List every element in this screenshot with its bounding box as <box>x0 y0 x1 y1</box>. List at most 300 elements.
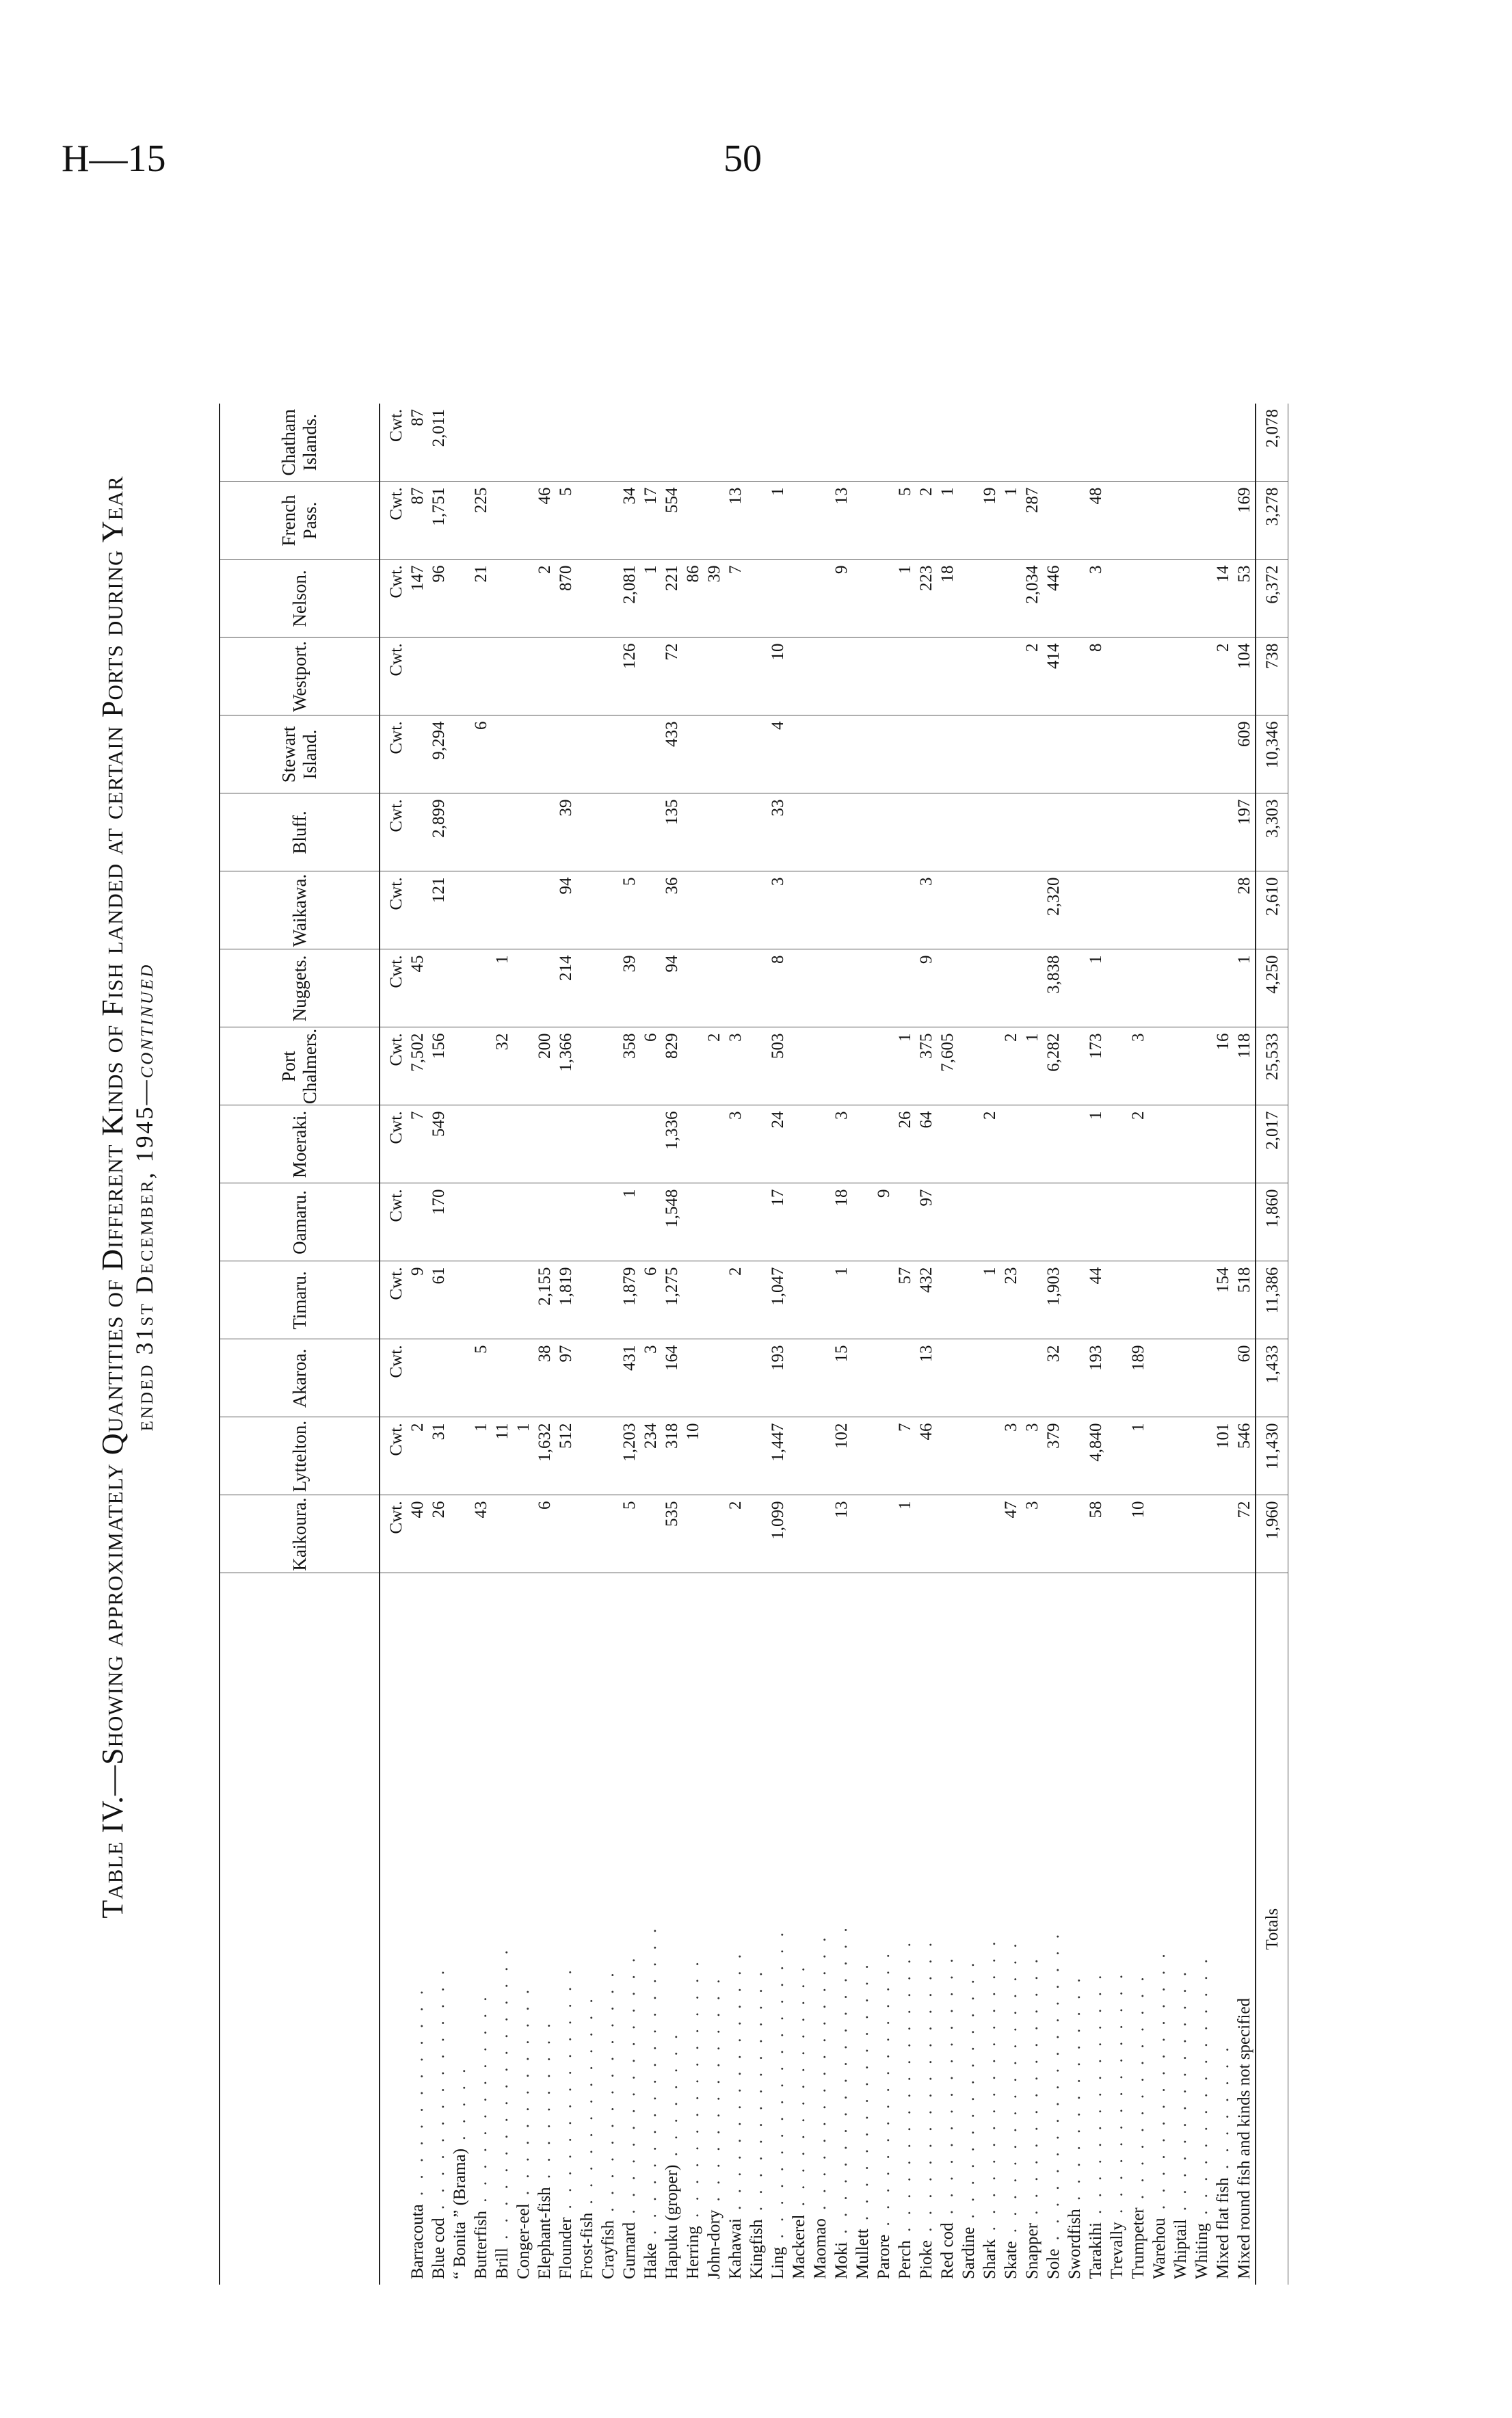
value-cell <box>1106 482 1128 560</box>
unit-cell: Cwt. <box>380 1105 407 1183</box>
value-cell <box>1149 482 1170 560</box>
value-cell <box>682 404 704 482</box>
table-row <box>449 404 470 2285</box>
value-cell <box>788 871 810 949</box>
value-cell: 3 <box>1000 1417 1022 1495</box>
fish-kind: Whiptail <box>1171 2219 1190 2279</box>
value-cell <box>894 638 916 715</box>
value-cell: 3 <box>1128 1027 1149 1105</box>
table-row <box>1149 404 1170 2285</box>
value-cell <box>1085 715 1106 793</box>
value-cell <box>704 1105 725 1183</box>
value-cell <box>492 715 513 793</box>
value-cell: 58 <box>1085 1495 1106 1573</box>
value-cell <box>470 871 492 949</box>
leader-dots: . . . . . . . . . . . . . . . . . . . <box>641 1924 660 2244</box>
value-cell <box>979 1027 1000 1105</box>
value-cell <box>1106 560 1128 638</box>
leader-dots: . . . . . . . . . . . . . . . . . . <box>896 1939 914 2241</box>
value-cell <box>1170 1183 1191 1261</box>
value-cell <box>1170 871 1191 949</box>
value-cell <box>1085 404 1106 482</box>
value-cell <box>1234 1105 1256 1183</box>
fish-kind: Crayfish <box>599 2220 618 2279</box>
value-cell: 2 <box>1128 1105 1149 1183</box>
value-cell <box>1170 638 1191 715</box>
leader-dots: . . . . . . . . . . . . . . . <box>557 1966 575 2218</box>
kind-cell <box>1234 1573 1256 2285</box>
leader-dots: . . . . . . . . . . . . . . . <box>790 1963 808 2215</box>
value-cell <box>810 1417 831 1495</box>
table-row <box>1022 404 1043 2285</box>
value-cell: 170 <box>428 1183 449 1261</box>
value-cell <box>449 1105 470 1183</box>
value-cell <box>831 949 852 1027</box>
fish-kind: Mixed round fish and kinds not specified <box>1235 1997 1254 2279</box>
value-cell <box>852 1495 873 1573</box>
value-cell <box>937 1417 958 1495</box>
fish-kind: Maomao <box>811 2218 830 2279</box>
value-cell <box>831 1027 852 1105</box>
fish-kind: Whiting <box>1193 2223 1211 2279</box>
value-cell: 432 <box>916 1261 937 1339</box>
value-cell <box>958 404 979 482</box>
table-row <box>894 404 916 2285</box>
value-cell <box>470 638 492 715</box>
table-row <box>725 404 746 2285</box>
value-cell <box>640 715 661 793</box>
value-cell: 2 <box>1212 638 1234 715</box>
fish-kind: Skate <box>1002 2241 1020 2279</box>
title-prefix: Table IV.—Showing approximately <box>96 1455 129 1919</box>
value-cell <box>746 871 767 949</box>
value-cell: 36 <box>661 871 682 949</box>
value-cell <box>958 1495 979 1573</box>
value-cell: 87 <box>407 482 428 560</box>
value-cell <box>576 1183 598 1261</box>
value-cell: 287 <box>1022 482 1043 560</box>
kind-cell <box>767 1573 788 2285</box>
value-cell <box>598 1027 619 1105</box>
value-cell: 1,203 <box>619 1417 640 1495</box>
value-cell <box>894 871 916 949</box>
total-cell: 25,533 <box>1256 1027 1288 1105</box>
leader-dots: . . . . . <box>451 2064 469 2149</box>
value-cell <box>555 1105 576 1183</box>
fish-kind: Elephant-fish <box>535 2187 554 2279</box>
value-cell <box>470 1027 492 1105</box>
value-cell <box>788 715 810 793</box>
port-header: Oamaru. <box>220 1183 380 1261</box>
value-cell <box>1128 715 1149 793</box>
leader-dots: . . . . . . . . . . . . . . . . <box>1023 1955 1042 2224</box>
leader-dots: . . . . . . . . . . . . . . . . . . . <box>769 1928 787 2247</box>
value-cell: 2 <box>979 1105 1000 1183</box>
value-cell <box>958 715 979 793</box>
value-cell <box>746 1339 767 1417</box>
fish-kind: Flounder <box>557 2217 575 2279</box>
value-cell <box>1106 871 1128 949</box>
value-cell <box>598 1417 619 1495</box>
value-cell <box>661 404 682 482</box>
value-cell: 193 <box>767 1339 788 1417</box>
value-cell <box>979 1339 1000 1417</box>
fish-kind: Barracouta <box>408 2204 427 2279</box>
value-cell: 3 <box>1022 1417 1043 1495</box>
value-cell: 214 <box>555 949 576 1027</box>
fish-kind: Brill <box>493 2248 512 2279</box>
value-cell: 1 <box>894 560 916 638</box>
value-cell: 318 <box>661 1417 682 1495</box>
value-cell: 414 <box>1043 638 1064 715</box>
value-cell <box>513 793 534 871</box>
value-cell <box>1106 1027 1128 1105</box>
value-cell <box>470 793 492 871</box>
value-cell <box>640 871 661 949</box>
port-header: French Pass. <box>220 482 380 560</box>
unit-row-stub <box>380 1573 407 2285</box>
value-cell: 19 <box>979 482 1000 560</box>
totals-row <box>1256 404 1288 2285</box>
value-cell <box>852 1261 873 1339</box>
fish-landings-table <box>219 109 1395 2285</box>
value-cell: 15 <box>831 1339 852 1417</box>
value-cell <box>958 1339 979 1417</box>
leader-dots: . . . . . . . . . . . . . . <box>1129 1973 1148 2208</box>
value-cell: 97 <box>916 1183 937 1261</box>
value-cell <box>449 1495 470 1573</box>
value-cell: 13 <box>831 482 852 560</box>
value-cell <box>1000 715 1022 793</box>
table-row <box>873 404 894 2285</box>
port-header: Moeraki. <box>220 1105 380 1183</box>
value-cell <box>937 949 958 1027</box>
value-cell <box>534 1183 555 1261</box>
value-cell <box>407 1183 428 1261</box>
total-cell: 4,250 <box>1256 949 1288 1027</box>
value-cell <box>788 1027 810 1105</box>
value-cell: 6 <box>640 1027 661 1105</box>
value-cell: 3 <box>1022 1495 1043 1573</box>
value-cell <box>1170 949 1191 1027</box>
value-cell: 87 <box>407 404 428 482</box>
value-cell <box>1106 793 1128 871</box>
value-cell: 40 <box>407 1495 428 1573</box>
value-cell <box>1128 638 1149 715</box>
value-cell <box>449 1261 470 1339</box>
kind-cell <box>470 1573 492 2285</box>
value-cell: 8 <box>767 949 788 1027</box>
value-cell <box>598 404 619 482</box>
kind-cell <box>640 1573 661 2285</box>
value-cell <box>1149 1105 1170 1183</box>
value-cell <box>682 482 704 560</box>
table-row <box>1191 404 1212 2285</box>
table-row <box>704 404 725 2285</box>
value-cell <box>449 638 470 715</box>
value-cell <box>958 1027 979 1105</box>
value-cell: 2 <box>1022 638 1043 715</box>
value-cell <box>576 638 598 715</box>
value-cell: 38 <box>534 1339 555 1417</box>
value-cell: 2,034 <box>1022 560 1043 638</box>
value-cell <box>1106 638 1128 715</box>
value-cell <box>873 482 894 560</box>
value-cell <box>725 1339 746 1417</box>
value-cell <box>513 1339 534 1417</box>
value-cell <box>1170 1261 1191 1339</box>
value-cell <box>470 404 492 482</box>
value-cell <box>1170 793 1191 871</box>
fish-kind: Hake <box>641 2243 660 2279</box>
value-cell: 31 <box>428 1417 449 1495</box>
value-cell: 28 <box>1234 871 1256 949</box>
value-cell <box>1022 1105 1043 1183</box>
table-row <box>619 404 640 2285</box>
total-cell: 11,430 <box>1256 1417 1288 1495</box>
value-cell <box>1149 560 1170 638</box>
value-cell <box>428 638 449 715</box>
value-cell <box>1191 1495 1212 1573</box>
value-cell <box>1106 1417 1128 1495</box>
value-cell <box>916 715 937 793</box>
value-cell: 1,879 <box>619 1261 640 1339</box>
value-cell <box>1085 793 1106 871</box>
value-cell <box>1022 1261 1043 1339</box>
value-cell: 1 <box>1022 1027 1043 1105</box>
value-cell: 3 <box>916 871 937 949</box>
unit-cell: Cwt. <box>380 1183 407 1261</box>
value-cell <box>746 793 767 871</box>
value-cell <box>894 404 916 482</box>
value-cell: 135 <box>661 793 682 871</box>
value-cell <box>1064 715 1085 793</box>
kind-cell <box>576 1573 598 2285</box>
value-cell: 13 <box>831 1495 852 1573</box>
value-cell <box>831 638 852 715</box>
value-cell <box>598 638 619 715</box>
value-cell <box>704 404 725 482</box>
leader-dots: . . . . . . . . . . . . . <box>514 1985 533 2204</box>
value-cell <box>746 1417 767 1495</box>
value-cell <box>576 1495 598 1573</box>
value-cell: 11 <box>492 1417 513 1495</box>
leader-dots: . . . . . . . . . . . . . . . <box>747 1968 766 2220</box>
leader-dots: . . . . . . . . . . . . . . . . <box>938 1954 957 2223</box>
value-cell <box>746 560 767 638</box>
value-cell: 61 <box>428 1261 449 1339</box>
value-cell <box>513 715 534 793</box>
table-row <box>428 404 449 2285</box>
leader-dots: . . . . . . . . <box>1214 2043 1232 2178</box>
value-cell: 14 <box>1212 560 1234 638</box>
value-cell <box>534 404 555 482</box>
value-cell <box>492 1261 513 1339</box>
value-cell <box>428 949 449 1027</box>
value-cell <box>449 793 470 871</box>
table-row <box>852 404 873 2285</box>
value-cell <box>725 1183 746 1261</box>
value-cell <box>937 1261 958 1339</box>
unit-cell: Cwt. <box>380 1495 407 1573</box>
value-cell <box>937 871 958 949</box>
value-cell <box>1149 1339 1170 1417</box>
value-cell <box>810 560 831 638</box>
fish-kind: John-dory <box>705 2209 724 2279</box>
value-cell <box>1191 560 1212 638</box>
kind-cell <box>810 1573 831 2285</box>
unit-cell: Cwt. <box>380 638 407 715</box>
value-cell: 24 <box>767 1105 788 1183</box>
value-cell <box>640 1105 661 1183</box>
value-cell <box>1191 638 1212 715</box>
fish-kind: Herring <box>684 2226 702 2279</box>
value-cell: 193 <box>1085 1339 1106 1417</box>
value-cell: 1 <box>979 1261 1000 1339</box>
value-cell <box>873 949 894 1027</box>
value-cell: 535 <box>661 1495 682 1573</box>
value-cell <box>958 560 979 638</box>
value-cell <box>894 793 916 871</box>
table-row <box>1128 404 1149 2285</box>
value-cell <box>894 715 916 793</box>
value-cell <box>1170 482 1191 560</box>
leader-dots: . . . . . . . . <box>663 2030 681 2165</box>
value-cell <box>513 1261 534 1339</box>
value-cell: 2 <box>725 1495 746 1573</box>
port-header: Port Chalmers. <box>220 1027 380 1105</box>
kind-cell <box>1064 1573 1085 2285</box>
fish-kind: Sole <box>1044 2248 1063 2279</box>
kind-cell <box>831 1573 852 2285</box>
total-cell: 1,860 <box>1256 1183 1288 1261</box>
value-cell: 2 <box>534 560 555 638</box>
value-cell <box>937 1339 958 1417</box>
value-cell: 94 <box>555 871 576 949</box>
value-cell <box>428 1339 449 1417</box>
value-cell <box>979 638 1000 715</box>
totals-label: Totals <box>1256 1573 1288 2285</box>
value-cell <box>513 871 534 949</box>
kind-cell <box>1000 1573 1022 2285</box>
total-cell: 2,078 <box>1256 404 1288 482</box>
fish-kind: Pioke <box>917 2240 936 2279</box>
value-cell: 32 <box>492 1027 513 1105</box>
fish-kind: Ling <box>769 2246 787 2279</box>
value-cell <box>746 715 767 793</box>
value-cell <box>810 638 831 715</box>
value-cell <box>1000 793 1022 871</box>
value-cell <box>958 1261 979 1339</box>
value-cell: 102 <box>831 1417 852 1495</box>
leader-dots: . . . . . . . . . . . . . . . <box>429 1966 448 2218</box>
value-cell: 72 <box>1234 1495 1256 1573</box>
value-cell <box>746 1261 767 1339</box>
value-cell <box>1043 715 1064 793</box>
kind-cell <box>407 1573 428 2285</box>
kind-cell <box>555 1573 576 2285</box>
value-cell: 9 <box>831 560 852 638</box>
value-cell: 9 <box>873 1183 894 1261</box>
value-cell <box>1191 1183 1212 1261</box>
value-cell <box>640 793 661 871</box>
value-cell <box>810 1183 831 1261</box>
value-cell <box>1000 560 1022 638</box>
value-cell <box>1106 1339 1128 1417</box>
leader-dots: . . . . . . . . . . . . . . . <box>1108 1970 1126 2222</box>
kind-cell <box>916 1573 937 2285</box>
value-cell <box>449 404 470 482</box>
value-cell <box>852 638 873 715</box>
value-cell: 2 <box>1000 1027 1022 1105</box>
value-cell: 9 <box>407 1261 428 1339</box>
table-row <box>1000 404 1022 2285</box>
value-cell <box>492 1495 513 1573</box>
value-cell: 39 <box>555 793 576 871</box>
kind-cell <box>661 1573 682 2285</box>
value-cell: 1,047 <box>767 1261 788 1339</box>
data-table <box>219 404 1288 2285</box>
value-cell <box>1149 949 1170 1027</box>
value-cell <box>619 715 640 793</box>
value-cell <box>1191 871 1212 949</box>
value-cell <box>704 1261 725 1339</box>
value-cell <box>979 404 1000 482</box>
fish-kind: Swordfish <box>1065 2209 1084 2279</box>
kind-cell <box>704 1573 725 2285</box>
value-cell: 9,294 <box>428 715 449 793</box>
value-cell <box>852 560 873 638</box>
value-cell <box>1022 871 1043 949</box>
value-cell <box>937 1105 958 1183</box>
value-cell <box>852 1183 873 1261</box>
value-cell: 10 <box>1128 1495 1149 1573</box>
value-cell <box>576 1027 598 1105</box>
kind-cell <box>428 1573 449 2285</box>
value-cell: 21 <box>470 560 492 638</box>
value-cell <box>1043 1105 1064 1183</box>
value-cell <box>1022 404 1043 482</box>
value-cell: 433 <box>661 715 682 793</box>
value-cell: 1,366 <box>555 1027 576 1105</box>
value-cell <box>1191 949 1212 1027</box>
value-cell <box>513 1183 534 1261</box>
value-cell <box>1128 1183 1149 1261</box>
value-cell <box>1191 1105 1212 1183</box>
leader-dots: . . . . . . . . . . . . . . . . <box>1150 1949 1169 2218</box>
kind-cell <box>513 1573 534 2285</box>
value-cell <box>1128 871 1149 949</box>
value-cell: 5 <box>470 1339 492 1417</box>
value-cell: 829 <box>661 1027 682 1105</box>
value-cell: 94 <box>661 949 682 1027</box>
value-cell <box>449 1183 470 1261</box>
kind-cell <box>1106 1573 1128 2285</box>
value-cell <box>704 1339 725 1417</box>
value-cell <box>788 793 810 871</box>
value-cell: 96 <box>428 560 449 638</box>
fish-kind: Mullett <box>853 2229 872 2279</box>
value-cell <box>1064 949 1085 1027</box>
value-cell <box>598 715 619 793</box>
value-cell <box>916 638 937 715</box>
leader-dots: . . . . . . . . . . . . . . . <box>599 1969 618 2220</box>
value-cell <box>492 1183 513 1261</box>
value-cell <box>1085 871 1106 949</box>
table-row <box>492 404 513 2285</box>
value-cell: 3 <box>1085 560 1106 638</box>
port-header: Bluff. <box>220 793 380 871</box>
